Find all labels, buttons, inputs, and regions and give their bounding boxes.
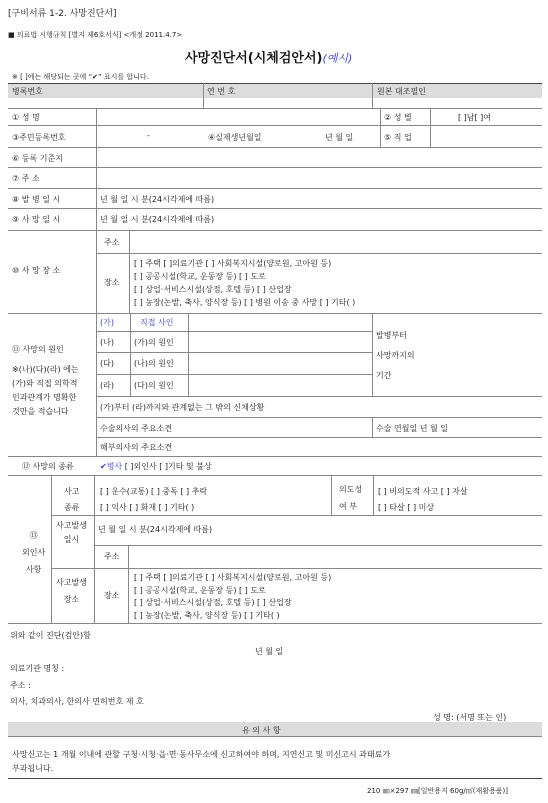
cause-desc-b: (가)의 원인 xyxy=(134,338,174,347)
name-label: ① 성 명 xyxy=(12,113,40,122)
death-date-label: ⑨ 사 망 일 시 xyxy=(12,215,61,224)
instruction-text: ※ [ ]에는 해당되는 곳에 “✔” 표시를 합니다. xyxy=(12,73,149,81)
duration-label: 발병부터 사망까지의 기간 xyxy=(376,331,415,380)
cause-key-c: (다) xyxy=(100,359,114,368)
death-type-label: ⑫ 사망의 종류 xyxy=(22,462,74,471)
accident-place-option[interactable]: [ ] 농장(논밭, 축사, 양식장 등) [ ] 기타( ) xyxy=(134,610,280,620)
header-row xyxy=(8,83,542,98)
institution-address-label: 주소 : xyxy=(10,681,31,690)
dob-label: ④실제생년월일 xyxy=(208,133,262,142)
cause-key-a: (가) xyxy=(100,318,114,327)
accident-place-option[interactable]: [ ] 상업·서비스시설(상점, 호텔 등) [ ] 산업장 xyxy=(134,598,292,607)
death-place-option[interactable]: [ ] 공공시설(학교, 운동장 등) [ ] 도로 xyxy=(134,272,266,281)
regulation-text: ■ 의료법 시행규칙 [별지 제6호서식] <개정 2011.4.7> xyxy=(8,31,183,39)
cause-key-d: (라) xyxy=(100,381,114,390)
license-label: 의사, 치과의사, 한의사 면허번호 제 호 xyxy=(10,697,144,706)
job-label: ⑤ 직 업 xyxy=(384,133,412,142)
accident-option[interactable]: [ ] 운수(교통) [ ] 중독 [ ] 추락 xyxy=(100,487,208,496)
intent-options[interactable] xyxy=(378,484,468,516)
intent-label: 의도성 여 부 xyxy=(339,485,363,511)
rrn-label: ③주민등록번호 xyxy=(12,133,66,142)
check-mark-icon: ✔ xyxy=(100,462,107,471)
sex-label: ② 성 별 xyxy=(384,113,412,122)
death-type-rest[interactable]: [ ]외인사 [ ]기타 및 불상 xyxy=(124,462,212,471)
accident-place-sub-label: 장소 xyxy=(104,591,120,600)
cause-desc-a: 직접 사인 xyxy=(140,318,174,327)
cause-key-b: (나) xyxy=(100,338,114,347)
signature-label: 성 명: (서명 또는 인) xyxy=(433,713,507,722)
accident-time-value[interactable]: 년 월 일 시 분(24시각제에 따름) xyxy=(98,525,213,534)
accident-time-label: 사고발생 일시 xyxy=(56,521,87,544)
declaration-date[interactable]: 년 월 일 xyxy=(255,647,284,656)
institution-label: 의료기관 명칭 : xyxy=(10,664,65,673)
notice-title: 유 의 사 항 xyxy=(242,726,281,735)
accident-place-option[interactable]: [ ] 주택 [ ]의료기관 [ ] 사회복지시설(양로원, 고아원 등) xyxy=(134,573,332,582)
intent-option[interactable]: [ ] 비의도적 사고 [ ] 자살 xyxy=(378,487,468,496)
death-place-option[interactable]: [ ] 상업·서비스시설(상점, 호텔 등) [ ] 산업장 xyxy=(134,285,292,294)
reg-no-label: 병록번호 xyxy=(12,87,43,96)
accident-place-label: 사고발생 장소 xyxy=(56,578,87,604)
page-title: 사망진단서(시체검안서)(예시) xyxy=(185,51,353,66)
death-place-options[interactable] xyxy=(134,257,355,309)
cause-label: ⑪ 사망의 원인 xyxy=(12,345,64,354)
surgery-date-label: 수술 연월일 년 월 일 xyxy=(376,424,448,433)
accident-place-option[interactable]: [ ] 공공시설(학교, 운동장 등) [ ] 도로 xyxy=(134,585,266,595)
cause-desc-c: (나)의 원인 xyxy=(134,359,174,368)
cause-desc-d: (다)의 원인 xyxy=(134,381,174,390)
death-place-option[interactable]: [ ] 농장(논밭, 축사, 양식장 등) [ ] 병원 이송 중 사망 [ ] 기타( ) xyxy=(134,298,356,307)
dob-value[interactable]: 년 월 일 xyxy=(325,133,354,142)
notice-text: 사망신고는 1 개월 이내에 관할 구청·시청·읍·면·동사무소에 신고하여야 하며, 지연신고 및 미신고시 과태료가 부과됩니다. xyxy=(12,750,391,773)
address-label: ⑦ 주 소 xyxy=(12,174,40,183)
title-example: (예시) xyxy=(322,52,353,65)
form-number: [구비서류 1-2. 사망진단서] xyxy=(8,9,117,19)
paper-spec: 210 ㎜×297 ㎜[일반용지 60g/㎡(재활용품)] xyxy=(367,787,508,795)
sex-options[interactable]: [ ]남[ ]여 xyxy=(458,113,492,122)
serial-no-label: 연 번 호 xyxy=(207,87,236,96)
accident-type-options[interactable] xyxy=(100,484,207,516)
accident-place-options[interactable] xyxy=(134,572,331,622)
rrn-dash: - xyxy=(147,131,150,140)
reg-base-label: ⑥ 등록 기준지 xyxy=(12,154,63,163)
accident-address-label: 주소 xyxy=(104,552,120,561)
death-place-address-label: 주소 xyxy=(104,238,120,247)
death-type-options[interactable] xyxy=(100,461,212,472)
other-conditions-label: (가)부터 (라)까지와 관계없는 그 밖의 신체상황 xyxy=(100,403,265,412)
onset-date-label: ⑧ 발 병 일 시 xyxy=(12,195,61,204)
intent-option[interactable]: [ ] 타살 [ ] 미상 xyxy=(378,503,435,512)
accident-option[interactable]: [ ] 익사 [ ] 화재 [ ] 기타( ) xyxy=(100,503,195,512)
death-place-label: ⑩ 사 망 장 소 xyxy=(12,266,61,275)
death-type-disease[interactable]: 병사 xyxy=(106,462,123,471)
autopsy-findings-label: 해부의사의 주요소견 xyxy=(100,443,173,452)
onset-date-value[interactable]: 년 월 일 시 분(24시각제에 따름) xyxy=(100,195,215,204)
original-ref-label: 원본 대조필인 xyxy=(377,87,426,96)
death-place-option[interactable]: [ ] 주택 [ ]의료기관 [ ] 사회복지시설(양로원, 고아원 등) xyxy=(134,259,332,268)
surgery-findings-label: 수술의사의 주요소견 xyxy=(100,424,173,433)
death-place-place-label: 장소 xyxy=(104,278,120,287)
declaration-text: 위와 같이 진단(검안)함 xyxy=(10,631,91,640)
death-date-value[interactable]: 년 월 일 시 분(24시각제에 따름) xyxy=(100,215,215,224)
external-cause-label: ⑬ 외인사 사항 xyxy=(22,531,46,574)
cause-note: ※(나)(다)(라) 에는 (가)와 직접 의학적 인과관계가 명확한 것만을 적습니다 xyxy=(12,365,79,416)
accident-type-label: 사고 종류 xyxy=(64,487,80,512)
